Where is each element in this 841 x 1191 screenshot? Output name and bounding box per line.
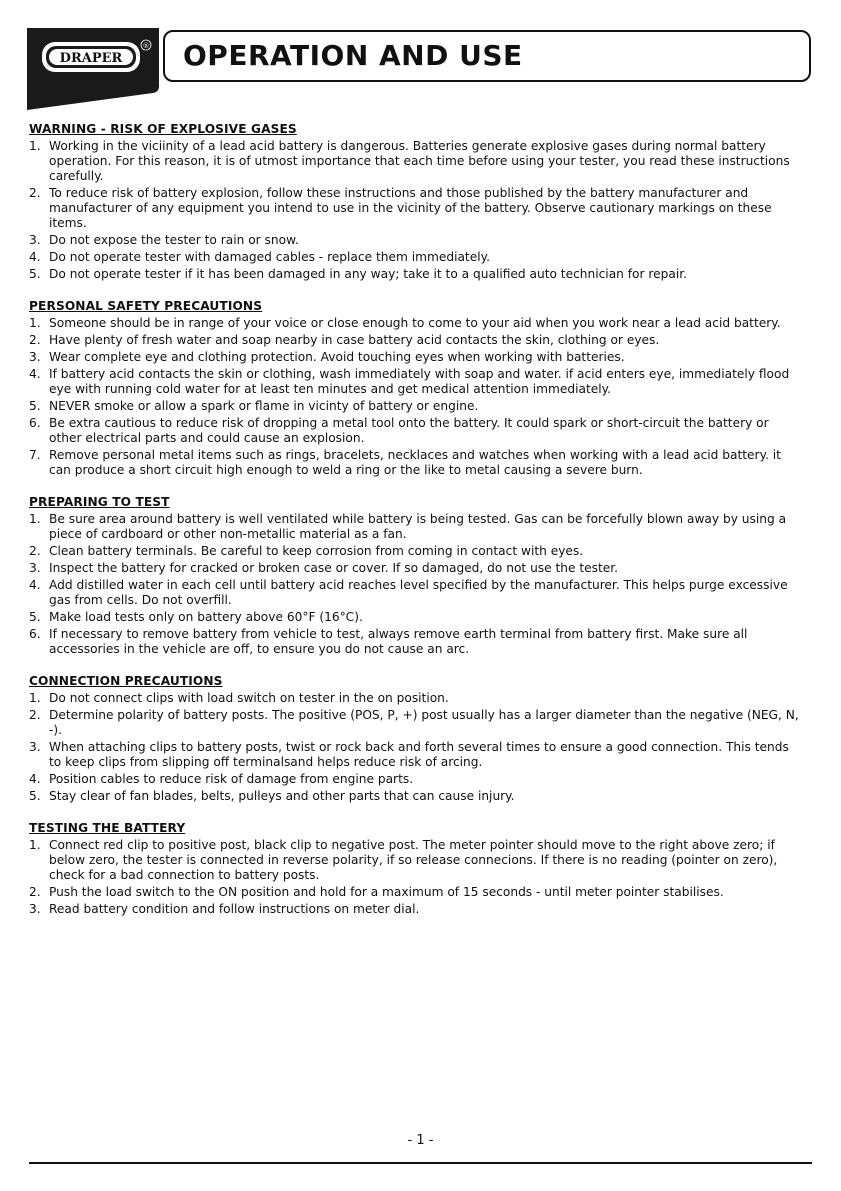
item-text: Determine polarity of battery posts. The positive (POS, P, +) post usually has a larger diameter than the negative (NEG, N, -). [49, 708, 799, 737]
item-number: 2. [29, 333, 41, 347]
list-item [29, 544, 804, 559]
item-text: Do not operate tester if it has been damaged in any way; take it to a qualified auto technician for repair. [49, 267, 687, 281]
item-text: Remove personal metal items such as rings, bracelets, necklaces and watches when working with a lead acid battery. it can produce a short circuit high enough to weld a ring or the like to metal causing a severe burn. [49, 448, 781, 477]
list-item [29, 789, 804, 804]
item-text: NEVER smoke or allow a spark or flame in vicinty of battery or engine. [49, 399, 479, 413]
section [29, 673, 804, 804]
item-text: Someone should be in range of your voice or close enough to come to your aid when you work near a lead acid battery. [49, 316, 781, 330]
section-heading: WARNING - RISK OF EXPLOSIVE GASES [29, 122, 297, 136]
list-item [29, 578, 804, 608]
list-item [29, 139, 804, 184]
item-text: Do not operate tester with damaged cables - replace them immediately. [49, 250, 490, 264]
item-text: Do not expose the tester to rain or snow. [49, 233, 299, 247]
list-item [29, 610, 804, 625]
item-text: Make load tests only on battery above 60°F (16°C). [49, 610, 363, 624]
section-heading: PREPARING TO TEST [29, 495, 170, 509]
item-text: Stay clear of fan blades, belts, pulleys and other parts that can cause injury. [49, 789, 515, 803]
item-text: If battery acid contacts the skin or clothing, wash immediately with soap and water. if acid enters eye, immediately flood eye with running cold water for at least ten minutes and get medical attention immediately. [49, 367, 790, 396]
footer-rule [29, 1162, 812, 1164]
item-text: Wear complete eye and clothing protection. Avoid touching eyes when working with batteries. [49, 350, 625, 364]
item-number: 3. [29, 233, 41, 247]
list-item [29, 885, 804, 900]
item-number: 1. [29, 316, 41, 330]
item-number: 6. [29, 416, 41, 430]
item-text: When attaching clips to battery posts, twist or rock back and forth several times to ensure a good connection. This tends to keep clips from slipping off terminalsand helps reduce risk of arcing. [49, 740, 789, 769]
section-heading: CONNECTION PRECAUTIONS [29, 674, 223, 688]
instruction-list [29, 139, 804, 282]
item-number: 4. [29, 367, 41, 381]
item-text: Be extra cautious to reduce risk of dropping a metal tool onto the battery. It could spark or short-circuit the battery or other electrical parts and could cause an explosion. [49, 416, 769, 445]
list-item [29, 333, 804, 348]
item-text: Inspect the battery for cracked or broken case or cover. If so damaged, do not use the tester. [49, 561, 619, 575]
item-number: 2. [29, 544, 41, 558]
item-number: 1. [29, 691, 41, 705]
instruction-list [29, 512, 804, 657]
list-item [29, 772, 804, 787]
list-item [29, 233, 804, 248]
item-number: 5. [29, 610, 41, 624]
list-item [29, 416, 804, 446]
list-item [29, 740, 804, 770]
section [29, 298, 804, 478]
list-item [29, 250, 804, 265]
item-text: Working in the viciinity of a lead acid battery is dangerous. Batteries generate explosive gases during normal battery operation. For this reason, it is of utmost importance that each time before using your tester, you read these instructions carefully. [49, 139, 790, 183]
item-number: 3. [29, 740, 41, 754]
item-number: 7. [29, 448, 41, 462]
item-number: 3. [29, 350, 41, 364]
item-number: 5. [29, 267, 41, 281]
instructions-content [29, 121, 804, 933]
item-text: Clean battery terminals. Be careful to keep corrosion from coming in contact with eyes. [49, 544, 584, 558]
page-title: OPERATION AND USE [183, 39, 523, 72]
registered-mark: ® [142, 42, 150, 50]
list-item [29, 691, 804, 706]
section [29, 121, 804, 282]
list-item [29, 186, 804, 231]
page-number: - 1 - [407, 1133, 434, 1148]
item-text: Read battery condition and follow instructions on meter dial. [49, 902, 420, 916]
instruction-list [29, 316, 804, 478]
title-box [163, 30, 811, 82]
item-text: Push the load switch to the ON position and hold for a maximum of 15 seconds - until meter pointer stabilises. [49, 885, 724, 899]
item-number: 3. [29, 902, 41, 916]
item-number: 1. [29, 838, 41, 852]
item-number: 2. [29, 885, 41, 899]
list-item [29, 902, 804, 917]
item-text: Connect red clip to positive post, black clip to negative post. The meter pointer should move to the right above zero; if below zero, the tester is connected in reverse polarity, if so release connecions. If there is no reading (pointer on zero), check for a bad connection to battery posts. [49, 838, 778, 882]
item-text: Do not connect clips with load switch on tester in the on position. [49, 691, 449, 705]
item-number: 1. [29, 139, 41, 153]
section-heading: TESTING THE BATTERY [29, 821, 186, 835]
list-item [29, 708, 804, 738]
instruction-list [29, 691, 804, 804]
list-item [29, 627, 804, 657]
brand-name: DRAPER [59, 51, 123, 66]
item-text: Add distilled water in each cell until battery acid reaches level specified by the manufacturer. This helps purge excessive gas from cells. Do not overfill. [49, 578, 788, 607]
item-text: Be sure area around battery is well ventilated while battery is being tested. Gas can be forcefully blown away by using a piece of cardboard or other non-metallic material as a fan. [49, 512, 787, 541]
item-number: 3. [29, 561, 41, 575]
list-item [29, 512, 804, 542]
list-item [29, 399, 804, 414]
item-number: 2. [29, 186, 41, 200]
item-number: 4. [29, 772, 41, 786]
list-item [29, 267, 804, 282]
item-number: 4. [29, 578, 41, 592]
item-number: 5. [29, 399, 41, 413]
list-item [29, 367, 804, 397]
section [29, 494, 804, 657]
item-text: To reduce risk of battery explosion, follow these instructions and those published by the battery manufacturer and manufacturer of any equipment you intend to use in the vicinity of the battery. Observe cautionary markings on these items. [49, 186, 772, 230]
instruction-list [29, 838, 804, 917]
list-item [29, 350, 804, 365]
item-text: Position cables to reduce risk of damage from engine parts. [49, 772, 414, 786]
item-number: 6. [29, 627, 41, 641]
draper-logo [40, 38, 156, 78]
item-number: 5. [29, 789, 41, 803]
item-number: 1. [29, 512, 41, 526]
section-heading: PERSONAL SAFETY PRECAUTIONS [29, 299, 263, 313]
item-text: If necessary to remove battery from vehicle to test, always remove earth terminal from battery first. Make sure all accessories in the vehicle are off, to ensure you do not cause an arc. [49, 627, 748, 656]
section [29, 820, 804, 917]
list-item [29, 316, 804, 331]
item-text: Have plenty of fresh water and soap nearby in case battery acid contacts the skin, clothing or eyes. [49, 333, 660, 347]
list-item [29, 838, 804, 883]
item-number: 4. [29, 250, 41, 264]
list-item [29, 561, 804, 576]
list-item [29, 448, 804, 478]
item-number: 2. [29, 708, 41, 722]
